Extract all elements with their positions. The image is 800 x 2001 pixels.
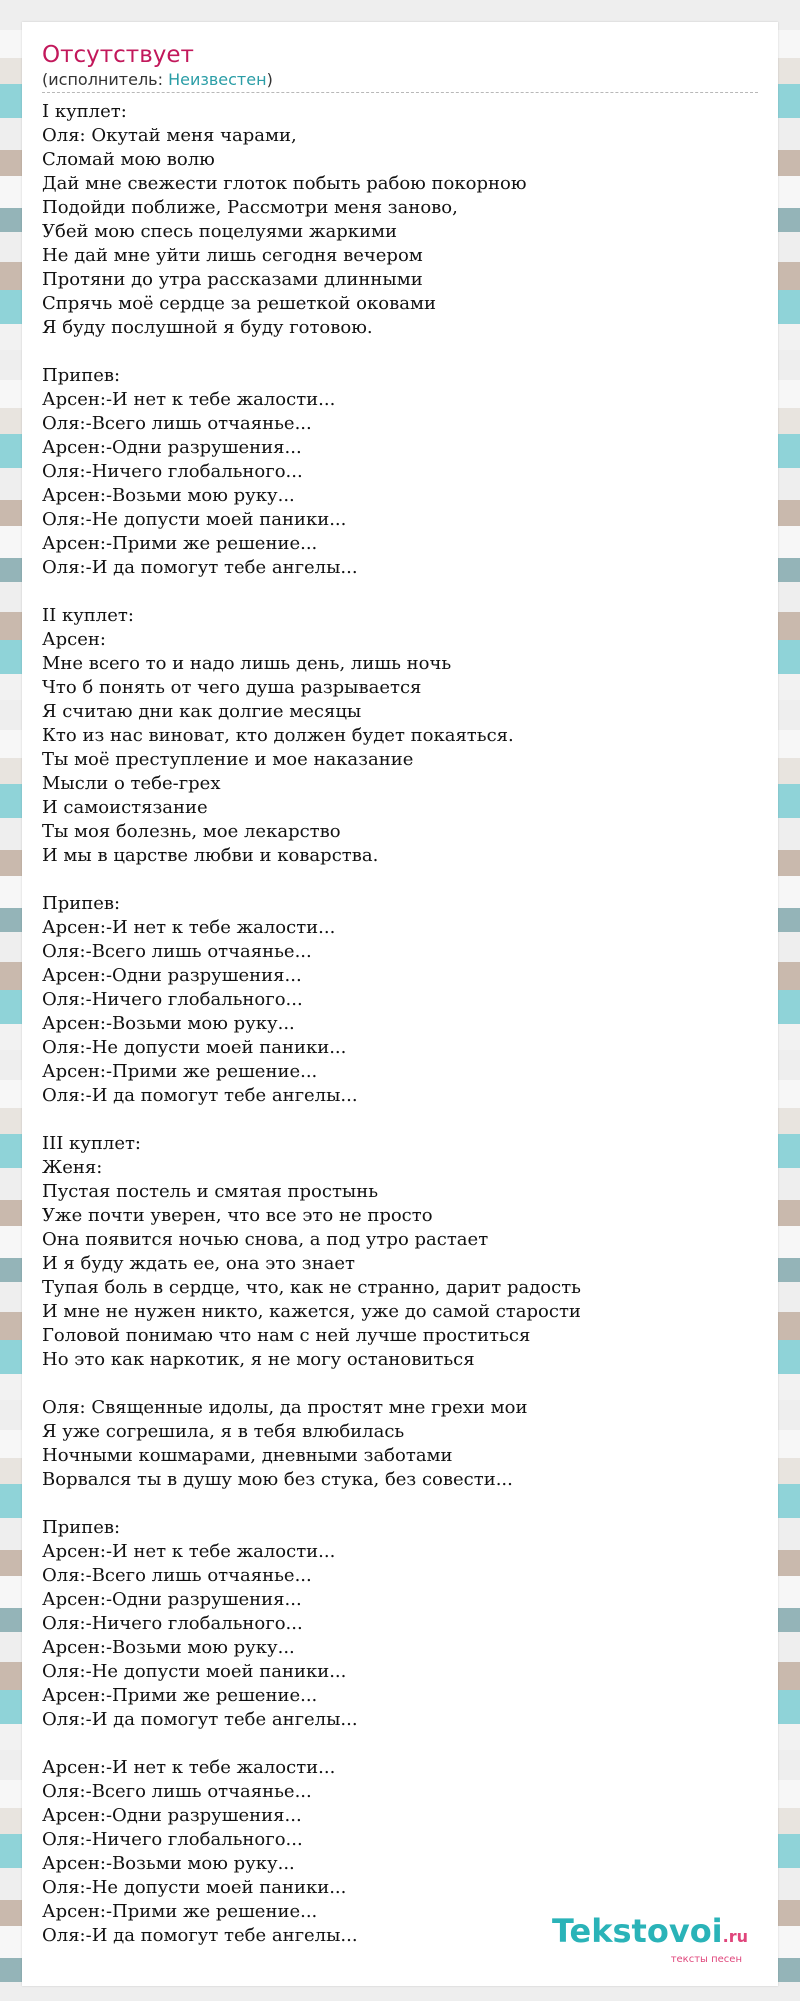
lyric-line: Дай мне свежести глоток побыть рабою покорною [42, 173, 527, 194]
lyric-line: Женя: [42, 1157, 103, 1178]
lyric-line: Мысли о тебе-грех [42, 773, 221, 794]
lyric-line: Подойди поближе, Рассмотри меня заново, [42, 197, 458, 218]
site-logo[interactable] [552, 1914, 748, 1966]
lyric-line: Ворвался ты в душу мою без стука, без совести... [42, 1469, 513, 1490]
lyric-line: Я считаю дни как долгие месяцы [42, 701, 362, 722]
lyric-line: Арсен:-Возьми мою руку... [42, 1853, 295, 1874]
lyric-line: Уже почти уверен, что все это не просто [42, 1205, 433, 1226]
lyric-line: И мне не нужен никто, кажется, уже до самой старости [42, 1301, 581, 1322]
lyric-line: Арсен:-Прими же решение... [42, 1901, 318, 1922]
lyric-line: Оля:-Всего лишь отчаянье... [42, 1781, 312, 1802]
lyric-line: Арсен:-Одни разрушения... [42, 1805, 302, 1826]
lyric-line: Оля:-И да помогут тебе ангелы... [42, 1085, 358, 1106]
lyric-line: Припев: [42, 893, 121, 914]
artist-prefix: (исполнитель: [42, 70, 169, 89]
lyric-line: И я буду ждать ее, она это знает [42, 1253, 355, 1274]
lyric-line: Тупая боль в сердце, что, как не странно, дарит радость [42, 1277, 581, 1298]
lyric-line: Она появится ночью снова, а под утро растает [42, 1229, 489, 1250]
logo-wordmark [552, 1914, 748, 1954]
lyric-line: Оля:-Не допусти моей паники... [42, 1037, 347, 1058]
lyric-line: Протяни до утра рассказами длинными [42, 269, 423, 290]
lyric-line: И мы в царстве любви и коварства. [42, 845, 379, 866]
lyric-line: Арсен:-Одни разрушения... [42, 1589, 302, 1610]
lyric-line: Что б понять от чего душа разрывается [42, 677, 422, 698]
lyric-line: Спрячь моё сердце за решеткой оковами [42, 293, 436, 314]
lyric-line: Оля:-Всего лишь отчаянье... [42, 941, 312, 962]
lyric-line: Арсен:-Возьми мою руку... [42, 1637, 295, 1658]
logo-name: Tekstovoi [551, 1912, 723, 1950]
lyric-line: Оля:-И да помогут тебе ангелы... [42, 1709, 358, 1730]
lyric-line: Припев: [42, 1517, 121, 1538]
lyric-line: И самоистязание [42, 797, 208, 818]
lyric-line: Оля: Окутай меня чарами, [42, 125, 297, 146]
lyric-line: Арсен:-Возьми мою руку... [42, 1013, 295, 1034]
lyric-blank-line [42, 1732, 581, 1756]
lyric-line: Убей мою спесь поцелуями жаркими [42, 221, 397, 242]
artist-line [42, 70, 758, 90]
lyric-line: Арсен: [42, 629, 106, 650]
lyrics-card [22, 22, 778, 1986]
lyric-line: Оля:-Не допусти моей паники... [42, 1661, 347, 1682]
lyric-line: Мне всего то и надо лишь день, лишь ночь [42, 653, 452, 674]
lyric-line: Арсен:-И нет к тебе жалости... [42, 917, 336, 938]
lyric-line: Кто из нас виноват, кто должен будет покаяться. [42, 725, 514, 746]
lyric-line: Пустая постель и смятая простынь [42, 1181, 379, 1202]
lyric-line: II куплет: [42, 605, 134, 626]
lyric-line: Оля:-Ничего глобального... [42, 1829, 303, 1850]
lyric-line: Я буду послушной я буду готовою. [42, 317, 373, 338]
lyric-blank-line [42, 1492, 581, 1516]
lyric-line: Я уже согрешила, я в тебя влюбилась [42, 1421, 405, 1442]
lyric-line: Арсен:-И нет к тебе жалости... [42, 1757, 336, 1778]
lyric-line: Ты моё преступление и мое наказание [42, 749, 414, 770]
logo-tagline: тексты песен [670, 1954, 742, 1965]
artist-suffix: ) [266, 70, 273, 89]
lyric-line: Оля:-Не допусти моей паники... [42, 509, 347, 530]
lyric-blank-line [42, 1108, 581, 1132]
lyric-blank-line [42, 1372, 581, 1396]
lyric-line: Арсен:-Возьми мою руку... [42, 485, 295, 506]
lyric-line: Припев: [42, 365, 121, 386]
artist-link[interactable]: Неизвестен [168, 70, 267, 89]
lyric-blank-line [42, 868, 581, 892]
lyric-line: Оля: Священные идолы, да простят мне грехи мои [42, 1397, 528, 1418]
lyric-line: Сломай мою волю [42, 149, 215, 170]
lyric-line: Но это как наркотик, я не могу остановиться [42, 1349, 475, 1370]
lyric-line: Арсен:-И нет к тебе жалости... [42, 1541, 336, 1562]
lyric-line: Арсен:-И нет к тебе жалости... [42, 389, 336, 410]
logo-domain: .ru [722, 1927, 748, 1946]
lyric-line: I куплет: [42, 101, 127, 122]
lyric-line: Арсен:-Одни разрушения... [42, 965, 302, 986]
lyric-line: Арсен:-Прими же решение... [42, 1061, 318, 1082]
lyric-line: Ты моя болезнь, мое лекарство [42, 821, 341, 842]
lyric-line: Оля:-Ничего глобального... [42, 989, 303, 1010]
lyric-line: Оля:-Всего лишь отчаянье... [42, 413, 312, 434]
song-title: Отсутствует [42, 42, 194, 68]
lyric-line: Оля:-Ничего глобального... [42, 1613, 303, 1634]
lyric-line: Арсен:-Одни разрушения... [42, 437, 302, 458]
lyric-line: Ночными кошмарами, дневными заботами [42, 1445, 453, 1466]
lyric-line: Головой понимаю что нам с ней лучше проститься [42, 1325, 531, 1346]
lyric-line: III куплет: [42, 1133, 141, 1154]
lyric-line: Арсен:-Прими же решение... [42, 533, 318, 554]
lyric-line: Оля:-И да помогут тебе ангелы... [42, 1925, 358, 1946]
lyric-line: Оля:-Не допусти моей паники... [42, 1877, 347, 1898]
lyric-line: Не дай мне уйти лишь сегодня вечером [42, 245, 423, 266]
song-header [42, 40, 758, 93]
lyric-line: Оля:-Всего лишь отчаянье... [42, 1565, 312, 1586]
lyric-line: Оля:-Ничего глобального... [42, 461, 303, 482]
lyrics-body [42, 100, 581, 1948]
lyric-line: Арсен:-Прими же решение... [42, 1685, 318, 1706]
lyric-line: Оля:-И да помогут тебе ангелы... [42, 557, 358, 578]
lyric-blank-line [42, 340, 581, 364]
lyric-blank-line [42, 580, 581, 604]
